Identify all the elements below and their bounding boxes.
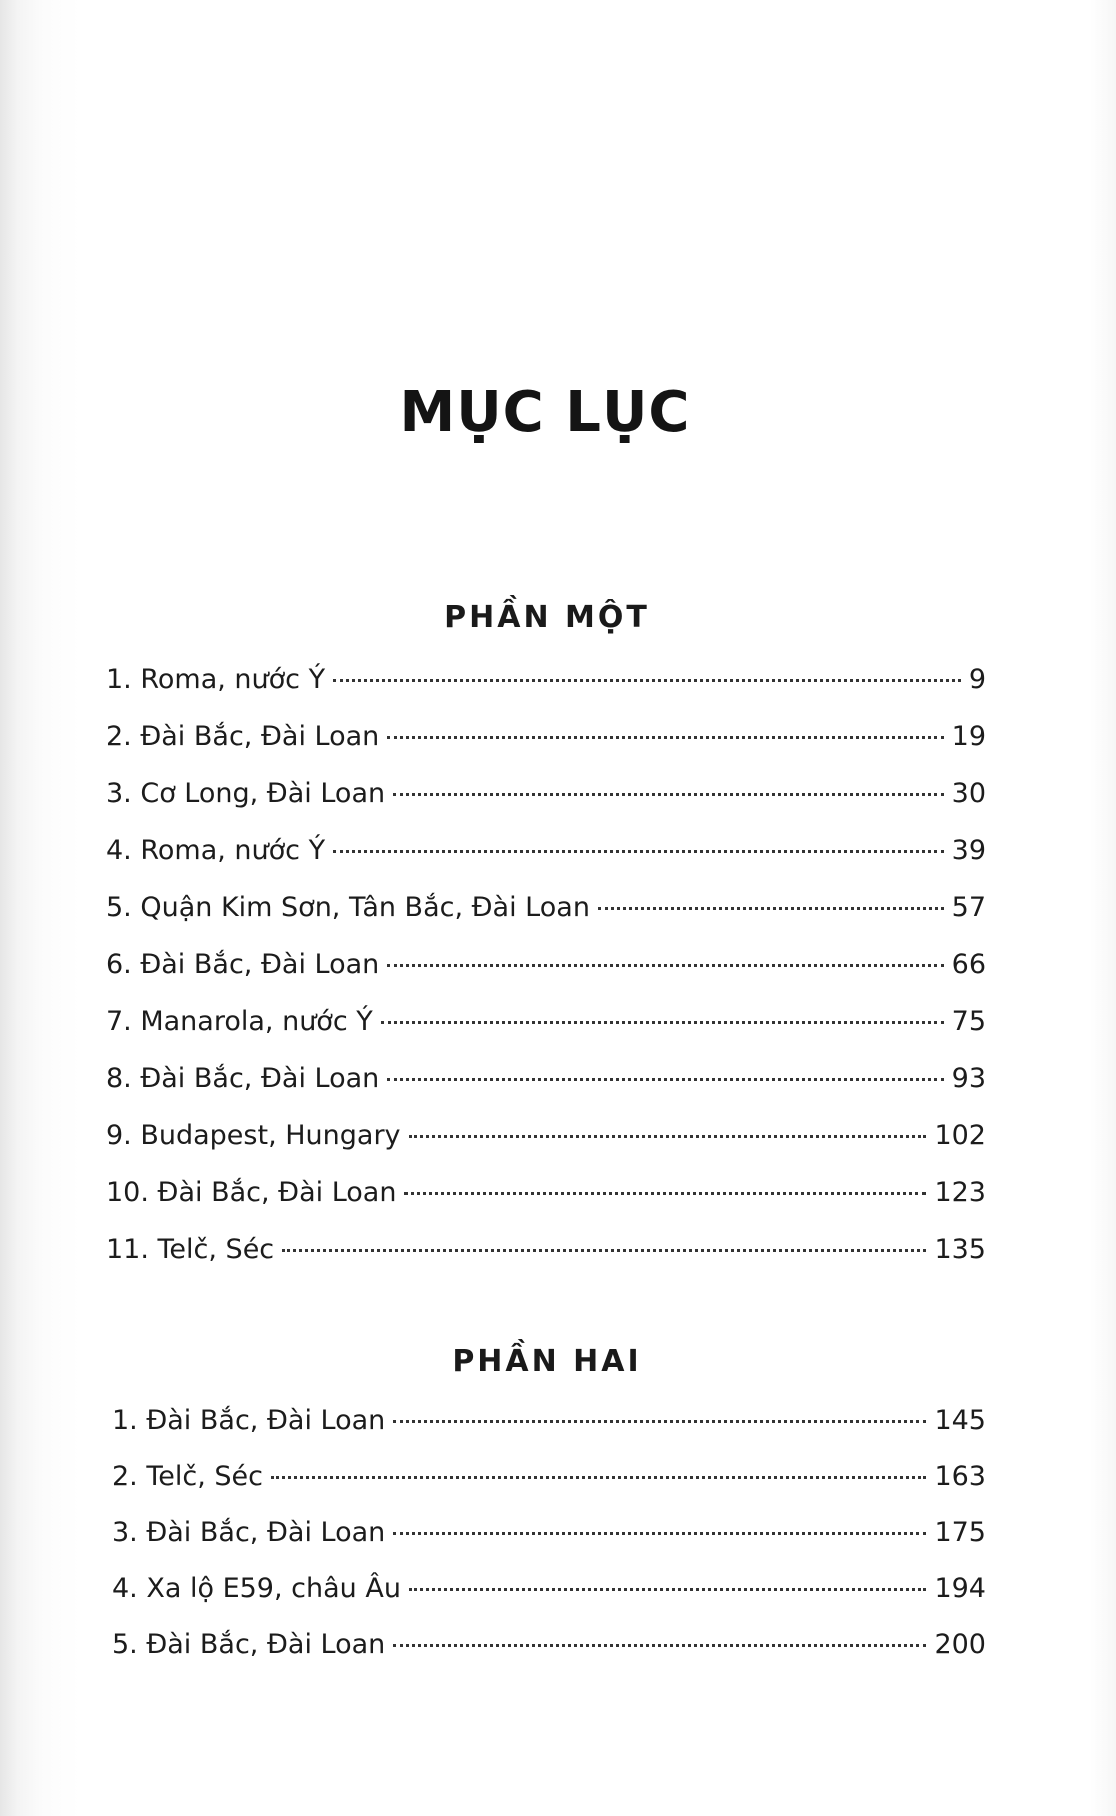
toc-entry-page: 19	[951, 721, 986, 752]
toc-entry-page: 93	[951, 1063, 986, 1094]
toc-entry-label: 1. Roma, nước Ý	[106, 664, 326, 695]
toc-entry-label: 4. Roma, nước Ý	[106, 835, 326, 866]
toc-entry-page: 30	[951, 778, 986, 809]
toc-entry-page: 194	[934, 1573, 986, 1604]
toc-entry-label: 8. Đài Bắc, Đài Loan	[106, 1063, 380, 1094]
dot-leader	[282, 1249, 926, 1252]
toc-entry-page: 102	[934, 1120, 986, 1151]
toc-entry[interactable]	[112, 1461, 986, 1501]
dot-leader	[271, 1476, 926, 1479]
toc-entry-page: 39	[951, 835, 986, 866]
part-one-heading: PHẦN MỘT	[444, 600, 650, 635]
toc-entry[interactable]	[106, 1006, 986, 1046]
toc-entry-label: 1. Đài Bắc, Đài Loan	[112, 1405, 386, 1436]
toc-entry-page: 145	[934, 1405, 986, 1436]
toc-entry[interactable]	[106, 664, 986, 704]
dot-leader	[387, 736, 943, 739]
toc-entry-page: 9	[968, 664, 986, 695]
dot-leader	[393, 1644, 926, 1647]
toc-entry-label: 2. Telč, Séc	[112, 1461, 263, 1492]
dot-leader	[393, 1420, 926, 1423]
toc-entry-label: 5. Đài Bắc, Đài Loan	[112, 1629, 386, 1660]
toc-entry[interactable]	[106, 949, 986, 989]
toc-entry[interactable]	[106, 1063, 986, 1103]
toc-entry-label: 3. Đài Bắc, Đài Loan	[112, 1517, 386, 1548]
toc-entry-page: 57	[951, 892, 986, 923]
toc-entry-label: 6. Đài Bắc, Đài Loan	[106, 949, 380, 980]
toc-entry[interactable]	[106, 1120, 986, 1160]
toc-entry[interactable]	[106, 1234, 986, 1274]
toc-entry-page: 175	[934, 1517, 986, 1548]
toc-entry[interactable]	[112, 1517, 986, 1557]
dot-leader	[598, 907, 944, 910]
dot-leader	[409, 1588, 927, 1591]
toc-entry-page: 75	[951, 1006, 986, 1037]
toc-entry-label: 3. Cơ Long, Đài Loan	[106, 778, 386, 809]
toc-entry[interactable]	[106, 778, 986, 818]
toc-entry-label: 7. Manarola, nước Ý	[106, 1006, 373, 1037]
part-two-heading: PHẦN HAI	[452, 1344, 642, 1379]
toc-entry-label: 11. Telč, Séc	[106, 1234, 275, 1265]
dot-leader	[333, 679, 961, 682]
toc-entry-page: 123	[934, 1177, 986, 1208]
toc-entry[interactable]	[106, 721, 986, 761]
toc-entry[interactable]	[112, 1405, 986, 1445]
dot-leader	[393, 1532, 926, 1535]
toc-entry-label: 4. Xa lộ E59, châu Âu	[112, 1573, 401, 1604]
toc-entry[interactable]	[106, 892, 986, 932]
toc-entry[interactable]	[106, 835, 986, 875]
toc-entry-label: 2. Đài Bắc, Đài Loan	[106, 721, 380, 752]
toc-entry-page: 66	[951, 949, 986, 980]
dot-leader	[387, 964, 943, 967]
toc-entry-page: 200	[934, 1629, 986, 1660]
toc-entry-label: 5. Quận Kim Sơn, Tân Bắc, Đài Loan	[106, 892, 590, 923]
toc-entry[interactable]	[112, 1573, 986, 1613]
toc-entry-page: 135	[934, 1234, 986, 1265]
toc-entry[interactable]	[106, 1177, 986, 1217]
toc-entry[interactable]	[112, 1629, 986, 1669]
toc-entry-label: 9. Budapest, Hungary	[106, 1120, 401, 1151]
dot-leader	[409, 1135, 927, 1138]
page-title: MỤC LỤC	[399, 380, 691, 445]
toc-entry-label: 10. Đài Bắc, Đài Loan	[106, 1177, 397, 1208]
dot-leader	[333, 850, 944, 853]
dot-leader	[393, 793, 944, 796]
dot-leader	[404, 1192, 926, 1195]
dot-leader	[387, 1078, 943, 1081]
toc-entry-page: 163	[934, 1461, 986, 1492]
dot-leader	[381, 1021, 944, 1024]
